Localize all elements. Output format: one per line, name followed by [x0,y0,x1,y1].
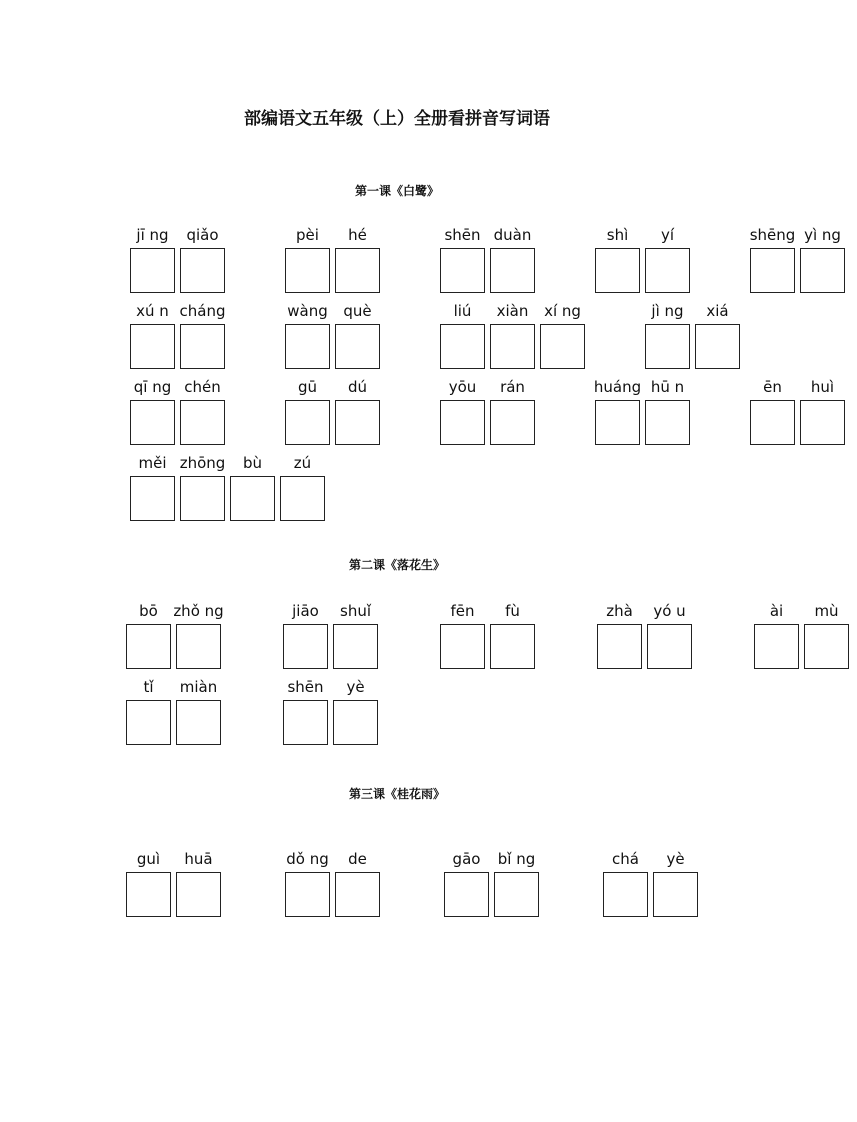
pinyin-label: bù [242,454,263,472]
writing-box[interactable] [130,400,175,445]
writing-box[interactable] [800,400,845,445]
pinyin-label: chén [184,378,221,396]
writing-box[interactable] [490,324,535,369]
writing-box[interactable] [285,324,330,369]
pinyin-label: duàn [493,226,532,244]
writing-box[interactable] [645,324,690,369]
lesson-title: 第三课《桂花雨》 [348,787,445,801]
writing-box[interactable] [180,248,225,293]
writing-box[interactable] [335,872,380,917]
writing-box[interactable] [440,624,485,669]
pinyin-label: wàng [287,302,328,320]
writing-box[interactable] [490,248,535,293]
pinyin-label: huáng [593,378,642,396]
writing-box[interactable] [335,400,380,445]
pinyin-label: xiàn [496,302,529,320]
pinyin-label: jì ng [651,302,684,320]
pinyin-label: pèi [296,226,319,244]
pinyin-label: yè [346,678,365,696]
writing-box[interactable] [180,476,225,521]
writing-box[interactable] [645,248,690,293]
pinyin-label: xiá [706,302,729,320]
writing-box[interactable] [444,872,489,917]
writing-box[interactable] [180,400,225,445]
pinyin-label: yí [660,226,675,244]
writing-box[interactable] [130,476,175,521]
pinyin-label: gāo [452,850,481,868]
writing-box[interactable] [440,400,485,445]
pinyin-label: tǐ [143,678,154,696]
pinyin-label: què [343,302,372,320]
writing-box[interactable] [597,624,642,669]
pinyin-label: hū n [650,378,685,396]
pinyin-label: qī ng [133,378,172,396]
document-title: 部编语文五年级（上）全册看拼音写词语 [244,109,550,129]
writing-box[interactable] [126,624,171,669]
pinyin-label: miàn [179,678,218,696]
pinyin-label: zú [293,454,312,472]
writing-box[interactable] [440,324,485,369]
writing-box[interactable] [280,476,325,521]
pinyin-label: yè [666,850,685,868]
pinyin-label: xú n [136,302,169,320]
pinyin-label: rán [500,378,525,396]
pinyin-label: měi [138,454,167,472]
lesson-title: 第一课《白鹭》 [354,184,439,198]
pinyin-label: chá [612,850,639,868]
writing-box[interactable] [595,400,640,445]
pinyin-label: zhōng [179,454,226,472]
writing-box[interactable] [180,324,225,369]
pinyin-label: fù [505,602,520,620]
writing-box[interactable] [333,700,378,745]
pinyin-label: shuǐ [340,602,371,620]
pinyin-label: jī ng [136,226,169,244]
pinyin-label: cháng [179,302,226,320]
pinyin-label: ài [769,602,784,620]
pinyin-label: de [348,850,367,868]
writing-box[interactable] [285,400,330,445]
pinyin-label: bō [139,602,158,620]
writing-box[interactable] [130,324,175,369]
pinyin-label: mù [814,602,839,620]
writing-box[interactable] [540,324,585,369]
writing-box[interactable] [490,624,535,669]
writing-box[interactable] [283,700,328,745]
writing-box[interactable] [754,624,799,669]
writing-box[interactable] [603,872,648,917]
writing-box[interactable] [285,872,330,917]
pinyin-label: gū [297,378,318,396]
writing-box[interactable] [176,872,221,917]
pinyin-label: yó u [653,602,686,620]
pinyin-label: zhà [606,602,633,620]
writing-box[interactable] [695,324,740,369]
writing-box[interactable] [490,400,535,445]
pinyin-label: liú [453,302,472,320]
writing-box[interactable] [595,248,640,293]
pinyin-label: shēn [444,226,481,244]
writing-box[interactable] [335,324,380,369]
pinyin-label: shì [606,226,629,244]
pinyin-label: xí ng [544,302,581,320]
writing-box[interactable] [126,700,171,745]
writing-box[interactable] [130,248,175,293]
writing-box[interactable] [126,872,171,917]
pinyin-label: shēn [287,678,324,696]
pinyin-label: dú [347,378,368,396]
lesson-title: 第二课《落花生》 [348,558,445,572]
writing-box[interactable] [283,624,328,669]
writing-box[interactable] [750,400,795,445]
writing-box[interactable] [333,624,378,669]
pinyin-label: jiāo [292,602,319,620]
writing-box[interactable] [645,400,690,445]
pinyin-label: zhǒ ng [173,602,224,620]
pinyin-label: yōu [448,378,477,396]
writing-box[interactable] [176,624,221,669]
writing-box[interactable] [647,624,692,669]
writing-box[interactable] [335,248,380,293]
pinyin-label: huā [184,850,213,868]
writing-box[interactable] [176,700,221,745]
pinyin-label: yì ng [804,226,841,244]
writing-box[interactable] [800,248,845,293]
writing-box[interactable] [494,872,539,917]
pinyin-label: dǒ ng [286,850,329,868]
pinyin-label: bǐ ng [497,850,536,868]
writing-box[interactable] [285,248,330,293]
pinyin-label: shēng [749,226,796,244]
pinyin-label: huì [810,378,835,396]
writing-box[interactable] [230,476,275,521]
writing-box[interactable] [750,248,795,293]
pinyin-label: guì [136,850,161,868]
pinyin-label: hé [348,226,367,244]
pinyin-label: qiǎo [186,226,219,244]
writing-box[interactable] [804,624,849,669]
pinyin-label: ēn [763,378,782,396]
writing-box[interactable] [440,248,485,293]
writing-box[interactable] [653,872,698,917]
pinyin-label: fēn [450,602,475,620]
